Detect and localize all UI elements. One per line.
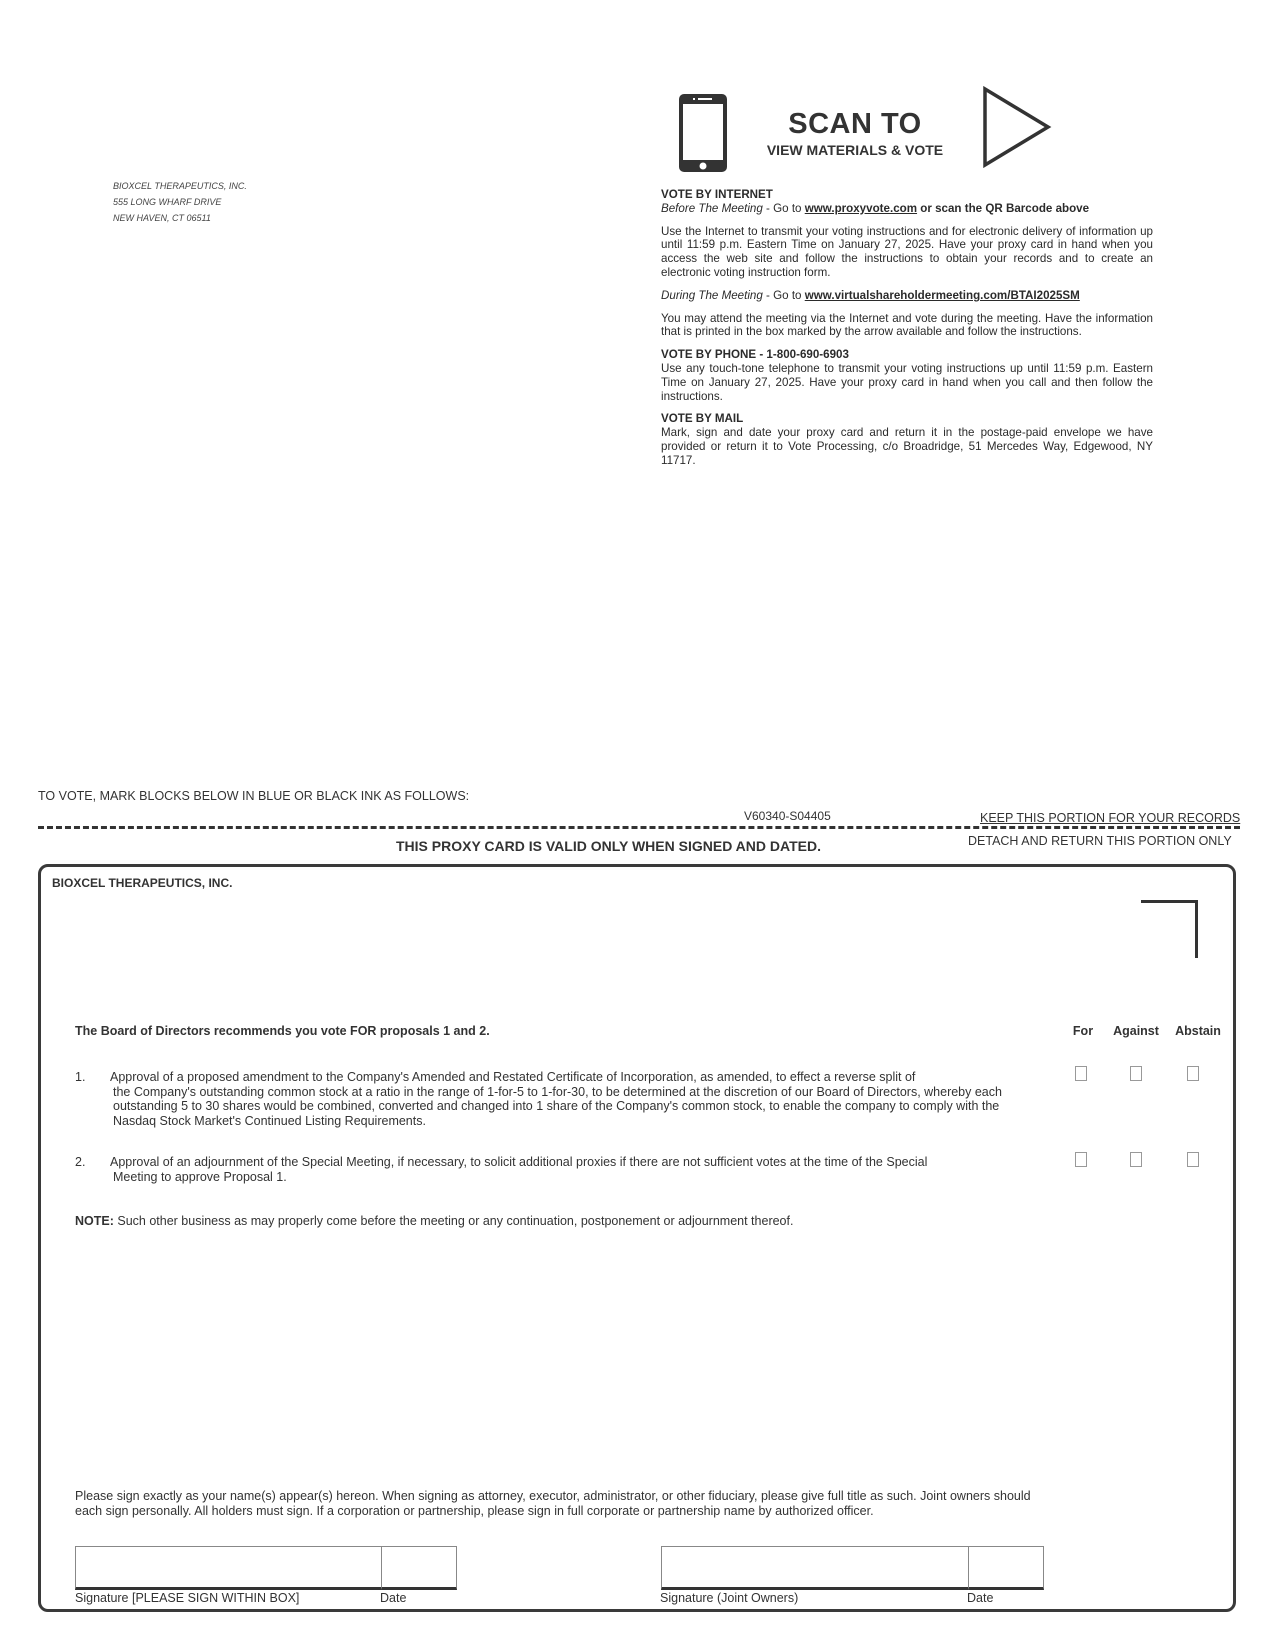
proposal-2 (75, 1155, 1005, 1184)
proposal-2-abstain-checkbox[interactable] (1187, 1152, 1199, 1167)
internet-heading: VOTE BY INTERNET (661, 188, 773, 201)
before-meeting-line (661, 202, 1153, 216)
arrow-right-triangle-icon (982, 86, 1052, 168)
mark-instruction: TO VOTE, MARK BLOCKS BELOW IN BLUE OR BLACK INK AS FOLLOWS: (38, 789, 470, 803)
joint-signature-box[interactable] (661, 1546, 969, 1590)
proposal-text-first-line: Approval of a proposed amendment to the Company's Amended and Restated Certificate of Incorporation, as amended, to effect a reverse split of (110, 1070, 916, 1084)
proposal-2-against-checkbox[interactable] (1130, 1152, 1142, 1167)
joint-date-label: Date (967, 1591, 994, 1605)
scan-title: SCAN TO (788, 108, 922, 140)
phone-body: Use any touch-tone telephone to transmit your voting instructions up until 11:59 p.m. Eastern Time on January 27, 2025. Have your proxy card in hand when you call and then follow the instructions. (661, 361, 1153, 403)
during-go-text: - Go to (762, 288, 805, 302)
proxyvote-link[interactable]: www.proxyvote.com (804, 201, 918, 215)
keep-portion-label: KEEP THIS PORTION FOR YOUR RECORDS (980, 811, 1241, 825)
virtual-meeting-link[interactable]: www.virtualshareholdermeeting.com/BTAI2025SM (804, 288, 1080, 302)
note-label: NOTE: (75, 1214, 114, 1228)
qr-hint: or scan the QR Barcode above (917, 201, 1090, 215)
joint-signature-label: Signature (Joint Owners) (660, 1591, 799, 1605)
during-meeting-label: During The Meeting (661, 288, 763, 302)
proposal-text-first-line: Approval of an adjournment of the Special Meeting, if necessary, to solicit additional proxies if there are not sufficient votes at the time of the Special (110, 1155, 928, 1169)
before-meeting-body: Use the Internet to transmit your voting instructions and for electronic delivery of information up until 11:59 p.m. Eastern Time on January 27, 2025. Have your proxy card in hand when you access the web site and follow the instructions to obtain your records and to create an electronic voting instruction form. (661, 224, 1153, 279)
proposal-1-for-checkbox[interactable] (1075, 1066, 1087, 1081)
address-street: 555 LONG WHARF DRIVE (113, 197, 222, 207)
phone-heading: VOTE BY PHONE - 1-800-690-6903 (661, 348, 849, 362)
proposal-1 (75, 1070, 1005, 1129)
date-box[interactable] (381, 1546, 457, 1590)
proposal-1-against-checkbox[interactable] (1130, 1066, 1142, 1081)
column-header-against: Against (1113, 1024, 1159, 1038)
signing-instructions: Please sign exactly as your name(s) appear(s) hereon. When signing as attorney, executor, administrator, or other fiduciary, please give full title as such. Joint owners should each sign personally. All holders must sign. If a corporation or partnership, please sign in full corporate or partnership name by authorized officer. (75, 1489, 1031, 1518)
registration-corner-mark (1141, 900, 1198, 958)
address-company: BIOXCEL THERAPEUTICS, INC. (113, 181, 247, 191)
voting-instructions (661, 188, 1153, 477)
proposal-text-rest: Meeting to approve Proposal 1. (113, 1169, 287, 1184)
before-meeting-label: Before The Meeting (661, 201, 763, 215)
mailing-address (113, 178, 247, 226)
mail-heading: VOTE BY MAIL (661, 412, 744, 426)
before-go-text: - Go to (762, 201, 805, 215)
note-text: Such other business as may properly come before the meeting or any continuation, postponement or adjournment thereof. (113, 1214, 794, 1228)
during-meeting-line (661, 289, 1153, 303)
proposal-number: 1. (75, 1070, 86, 1084)
date-label: Date (380, 1591, 407, 1605)
card-company-name: BIOXCEL THERAPEUTICS, INC. (52, 876, 233, 890)
signature-box[interactable] (75, 1546, 382, 1590)
proposal-text-rest: the Company's outstanding common stock at a ratio in the range of 1-for-5 to 1-for-30, to be determined at the discretion of our Board of Directors, whereby each outstanding 5 to 30 shares would be combined, converted and changed into 1 share of the Company's common stock, to enable the company to comply with the Nasdaq Stock Market's Continued Listing Requirements. (113, 1084, 1002, 1129)
note (75, 1214, 793, 1228)
proposal-2-for-checkbox[interactable] (1075, 1152, 1087, 1167)
column-header-abstain: Abstain (1175, 1024, 1221, 1038)
scan-subtitle: VIEW MATERIALS & VOTE (766, 142, 944, 158)
proposal-1-abstain-checkbox[interactable] (1187, 1066, 1199, 1081)
detach-line (38, 826, 1240, 829)
during-meeting-body: You may attend the meeting via the Internet and vote during the meeting. Have the information that is printed in the box marked by the arrow available and follow the instructions. (661, 311, 1153, 339)
proposal-text (110, 1070, 1005, 1129)
proposal-number: 2. (75, 1155, 86, 1169)
joint-date-box[interactable] (968, 1546, 1044, 1590)
detach-portion-label: DETACH AND RETURN THIS PORTION ONLY (968, 834, 1232, 848)
valid-notice: THIS PROXY CARD IS VALID ONLY WHEN SIGNED AND DATED. (396, 838, 821, 854)
smartphone-icon (678, 93, 728, 173)
board-recommendation: The Board of Directors recommends you vote FOR proposals 1 and 2. (75, 1024, 490, 1038)
mail-body: Mark, sign and date your proxy card and return it in the postage-paid envelope we have provided or return it to Vote Processing, c/o Broadridge, 51 Mercedes Way, Edgewood, NY 11717. (661, 426, 1153, 467)
address-city: NEW HAVEN, CT 06511 (113, 213, 211, 223)
control-number: V60340-S04405 (744, 809, 831, 823)
signature-label: Signature [PLEASE SIGN WITHIN BOX] (75, 1591, 300, 1605)
proposal-text (110, 1155, 1005, 1184)
column-header-for: For (1072, 1024, 1094, 1038)
